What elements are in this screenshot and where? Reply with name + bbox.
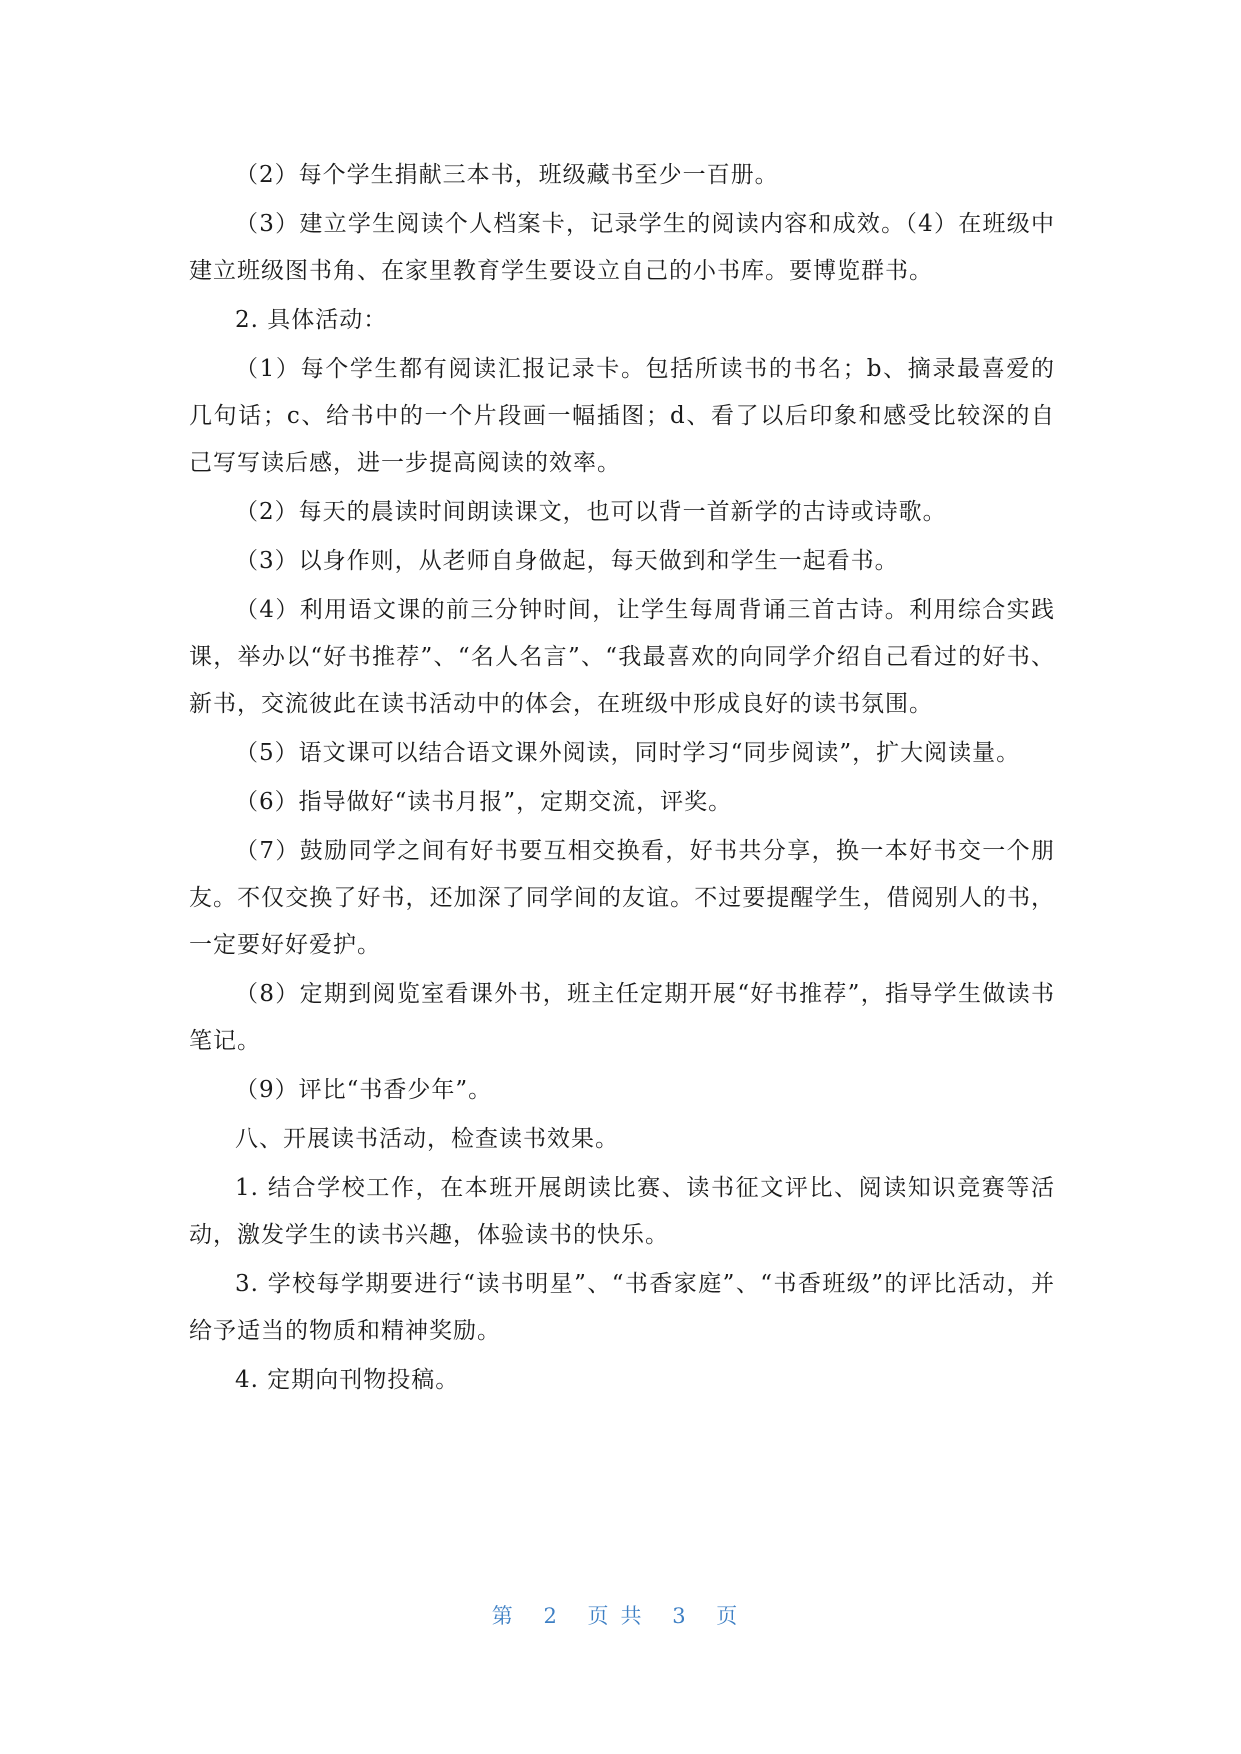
paragraph-14: 1. 结合学校工作，在本班开展朗读比赛、读书征文评比、阅读知识竞赛等活动，激发学生的读书兴趣，体验读书的快乐。 [189,1175,1055,1248]
footer-middle: 页共 [587,1604,654,1628]
paragraph-13: 八、开展读书活动，检查读书效果。 [235,1126,619,1152]
paragraph-5: （2）每天的晨读时间朗读课文，也可以背一首新学的古诗或诗歌。 [235,499,947,525]
footer-current-page: 2 [543,1604,569,1628]
footer-prefix: 第 [491,1604,525,1628]
paragraph-1: （2）每个学生捐献三本书，班级藏书至少一百册。 [235,162,779,188]
paragraph-8: （5）语文课可以结合语文课外阅读，同时学习“同步阅读”，扩大阅读量。 [235,740,1021,766]
footer-suffix: 页 [716,1604,750,1628]
document-body [189,152,1055,1406]
paragraph-9: （6）指导做好“读书月报”，定期交流，评奖。 [235,789,733,815]
paragraph-2: （3）建立学生阅读个人档案卡，记录学生的阅读内容和成效。（4）在班级中建立班级图书角、在家里教育学生要设立自己的小书库。要博览群书。 [189,211,1055,284]
paragraph-11: （8）定期到阅览室看课外书，班主任定期开展“好书推荐”，指导学生做读书笔记。 [189,981,1055,1054]
paragraph-3: 2. 具体活动： [235,307,388,333]
page-footer [0,1600,1241,1630]
paragraph-16: 4. 定期向刊物投稿。 [235,1367,460,1393]
paragraph-7: （4）利用语文课的前三分钟时间，让学生每周背诵三首古诗。利用综合实践课，举办以“好书推荐”、“名人名言”、“我最喜欢的向同学介绍自己看过的好书、新书，交流彼此在读书活动中的体会，在班级中形成良好的读书氛围。 [189,597,1055,717]
paragraph-4: （1）每个学生都有阅读汇报记录卡。包括所读书的书名；b、摘录最喜爱的几句话；c、给书中的一个片段画一幅插图；d、看了以后印象和感受比较深的自己写写读后感，进一步提高阅读的效率。 [189,356,1055,476]
paragraph-6: （3）以身作则，从老师自身做起，每天做到和学生一起看书。 [235,548,899,574]
paragraph-15: 3. 学校每学期要进行“读书明星”、“书香家庭”、“书香班级”的评比活动，并给予适当的物质和精神奖励。 [189,1271,1055,1344]
paragraph-12: （9）评比“书香少年”。 [235,1077,493,1103]
paragraph-10: （7）鼓励同学之间有好书要互相交换看，好书共分享，换一本好书交一个朋友。不仅交换了好书，还加深了同学间的友谊。不过要提醒学生，借阅别人的书，一定要好好爱护。 [189,838,1055,958]
footer-total-pages: 3 [672,1604,698,1628]
